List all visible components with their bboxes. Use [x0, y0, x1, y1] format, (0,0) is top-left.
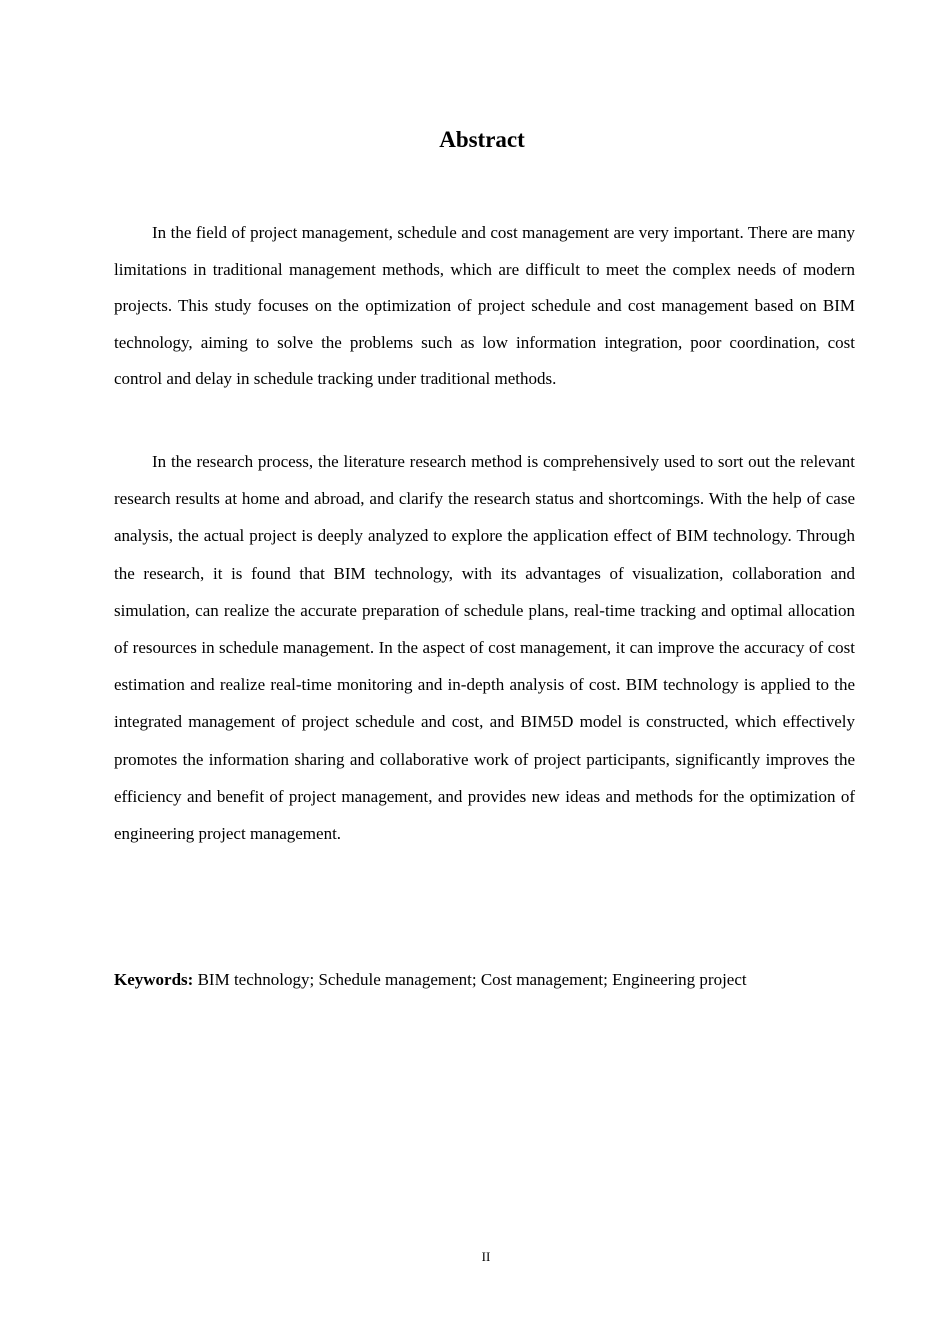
abstract-paragraph-2: In the research process, the literature research method is comprehensively used to sort out the relevant research results at home and abroad, and clarify the research status and shortcomings. With the help of case analysis, the actual project is deeply analyzed to explore the application effect of BIM technology. Through the research, it is found that BIM technology, with its advantages of visualization, collaboration and simulation, can realize the accurate preparation of schedule plans, real-time tracking and optimal allocation of resources in schedule management. In the aspect of cost management, it can improve the accuracy of cost estimation and realize real-time monitoring and in-depth analysis of cost. BIM technology is applied to the integrated management of project schedule and cost, and BIM5D model is constructed, which effectively promotes the information sharing and collaborative work of project participants, significantly improves the efficiency and benefit of project management, and provides new ideas and methods for the optimization of engineering project management. [114, 452, 855, 844]
abstract-title: Abstract [439, 127, 525, 152]
keywords-label: Keywords: [114, 970, 194, 989]
page-number: II [481, 1249, 491, 1264]
keywords-text: BIM technology; Schedule management; Cost management; Engineering project [197, 970, 747, 989]
keywords-line [114, 962, 855, 998]
abstract-paragraph-1: In the field of project management, schedule and cost management are very important. There are many limitations in traditional management methods, which are difficult to meet the complex needs of modern projects. This study focuses on the optimization of project schedule and cost management based on BIM technology, aiming to solve the problems such as low information integration, poor coordination, cost control and delay in schedule tracking under traditional methods. [114, 223, 855, 388]
